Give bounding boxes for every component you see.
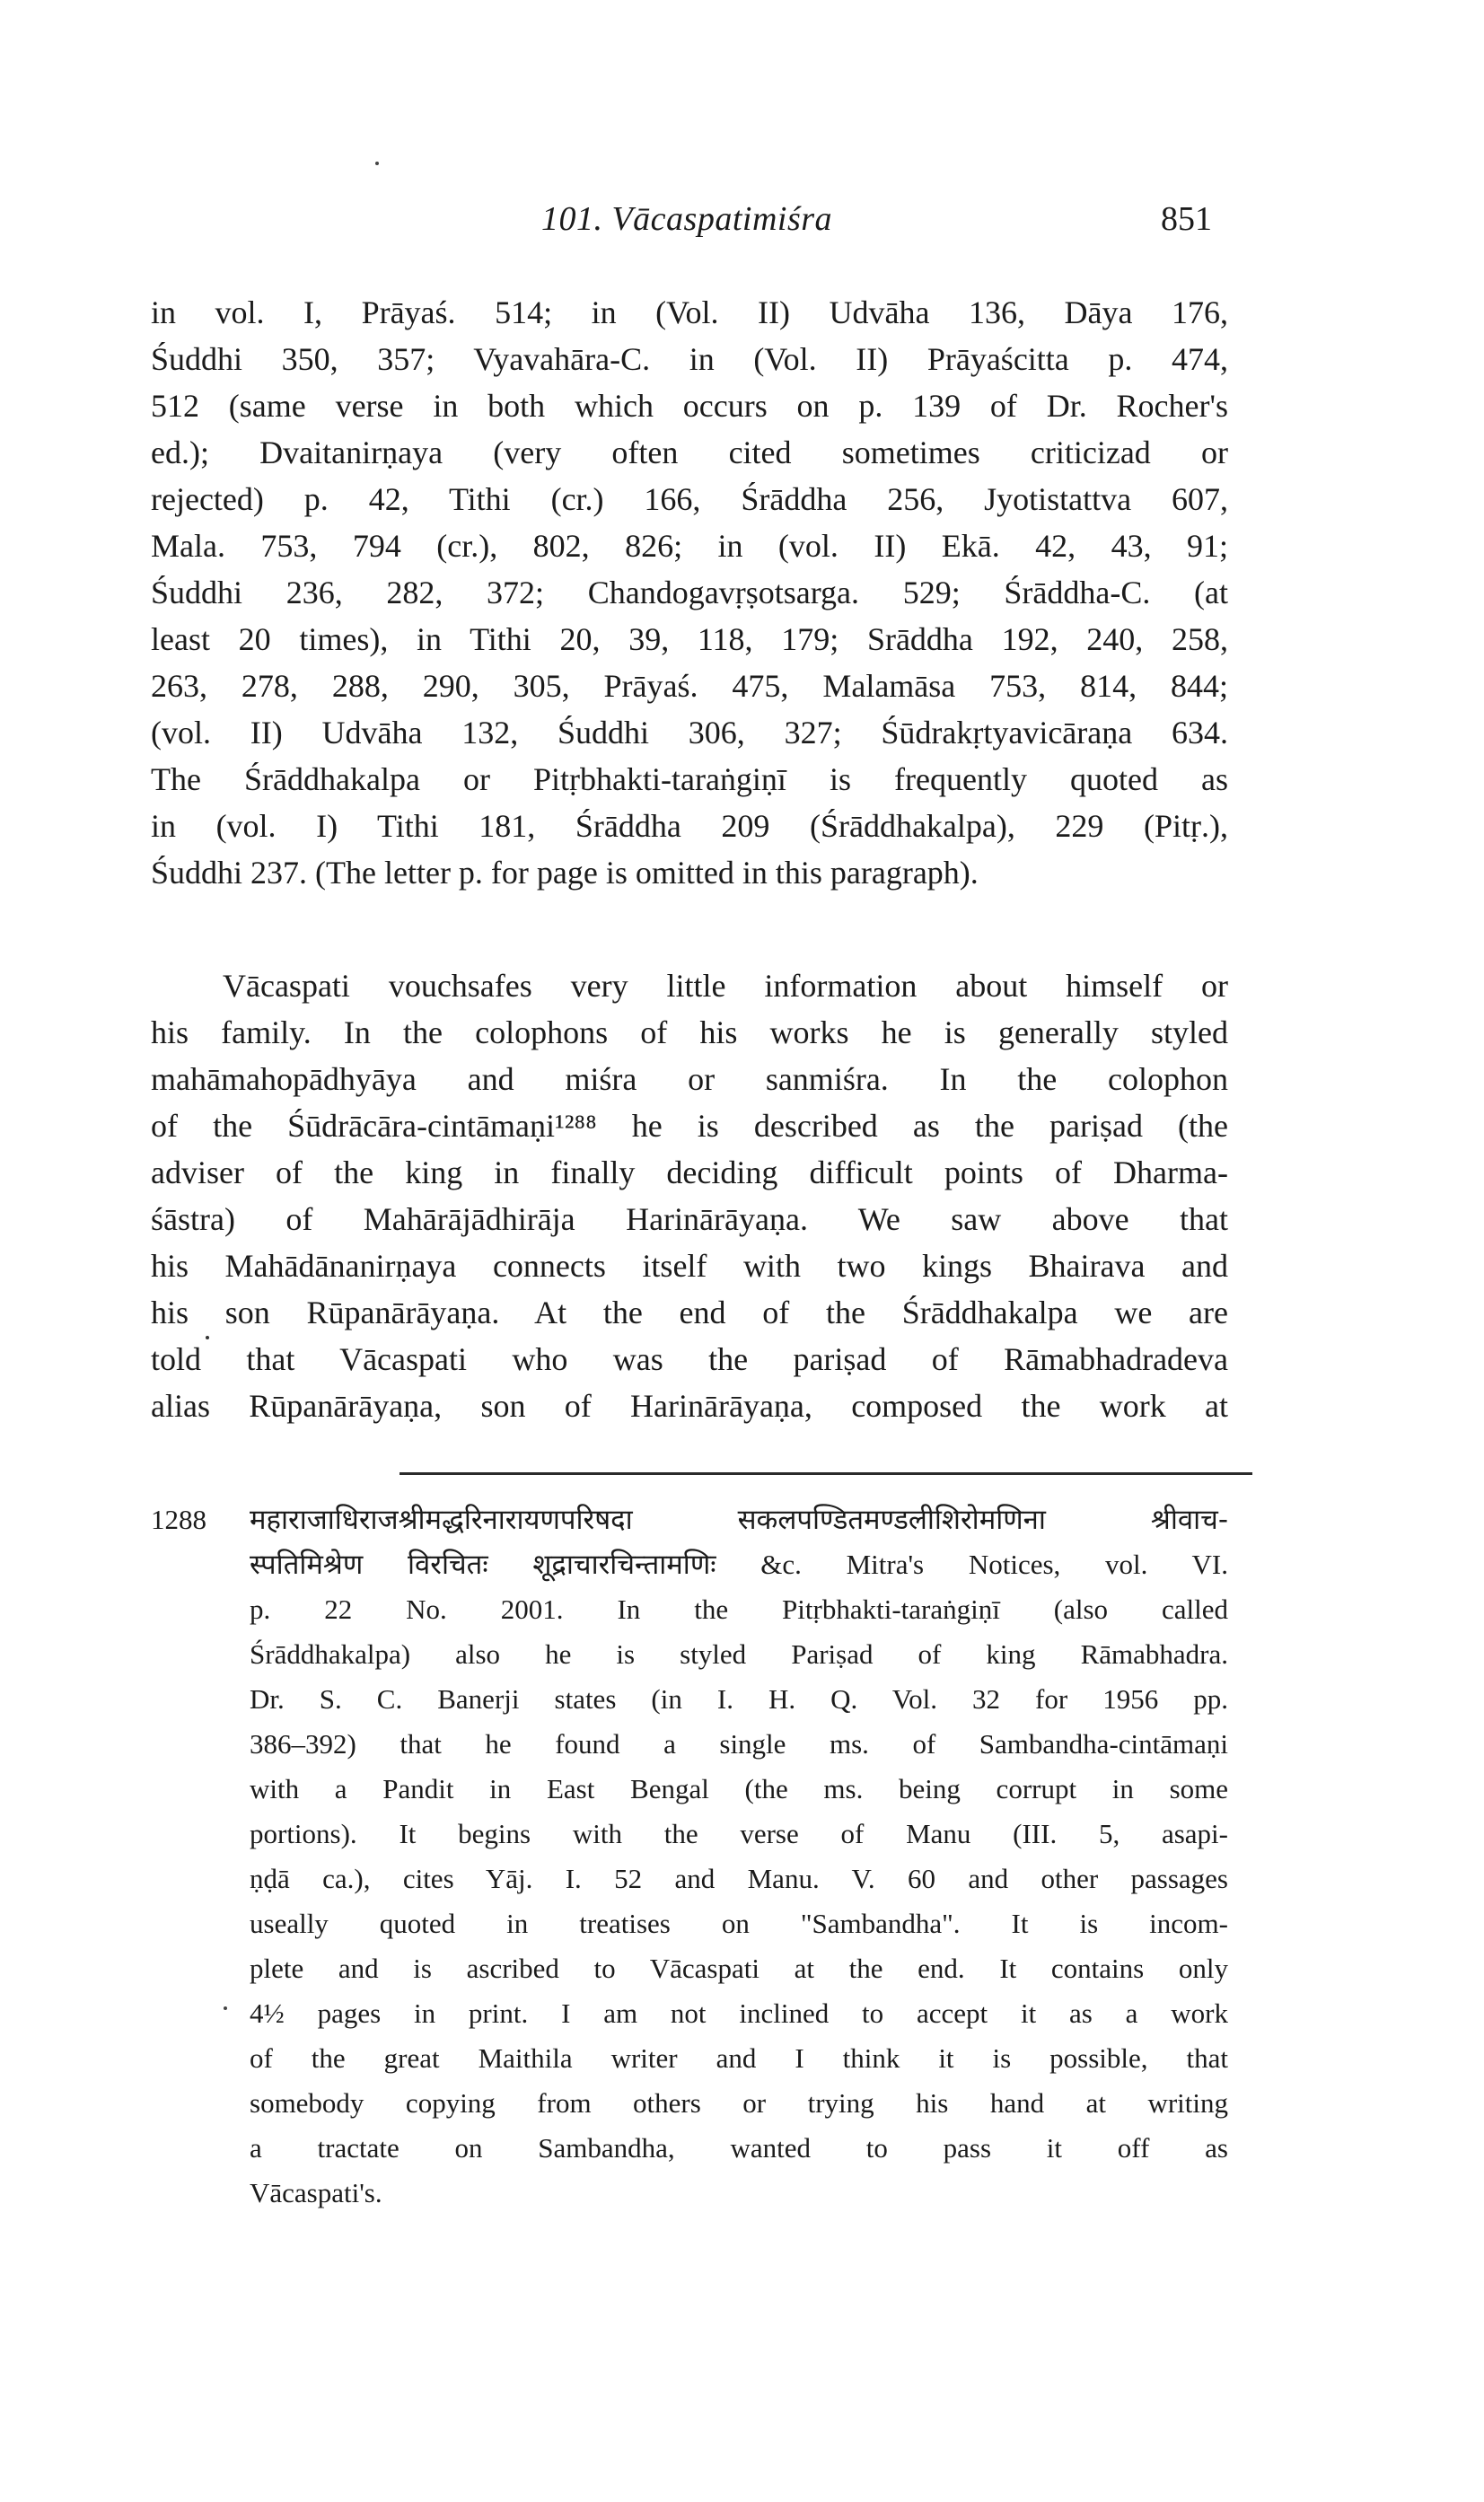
text-line: his family. In the colophons of his works he is generally styled bbox=[151, 1014, 1228, 1050]
printing-speck bbox=[224, 2006, 227, 2010]
text-line: Śuddhi 237. (The letter p. for page is omitted in this paragraph). bbox=[151, 855, 979, 891]
footnote-line-devanagari: महाराजाधिराजश्रीमद्धरिनारायणपरिषदा सकलपण्डितमण्डलीशिरोमणिना श्रीवाच- bbox=[250, 1504, 1228, 1536]
footnote-line: with a Pandit in East Bengal (the ms. being corrupt in some bbox=[250, 1773, 1228, 1804]
text-line: mahāmahopādhyāya and miśra or sanmiśra. In the colophon bbox=[151, 1061, 1228, 1097]
printing-speck bbox=[375, 162, 379, 165]
text-line: in (vol. I) Tithi 181, Śrāddha 209 (Śrāddhakalpa), 229 (Pitṛ.), bbox=[151, 808, 1228, 844]
printing-speck bbox=[206, 1336, 209, 1339]
text-line: of the Śūdrācāra-cintāmaṇi¹²⁸⁸ he is described as the pariṣad (the bbox=[151, 1108, 1228, 1144]
paragraph-vacaspati bbox=[151, 962, 1228, 1429]
footnote-line: somebody copying from others or trying his hand at writing bbox=[250, 2087, 1228, 2119]
footnote-line: a tractate on Sambandha, wanted to pass it off as bbox=[250, 2132, 1228, 2164]
footnote-line: portions). It begins with the verse of Manu (III. 5, asapi- bbox=[250, 1818, 1228, 1849]
page-number: 851 bbox=[1161, 200, 1212, 238]
running-header bbox=[162, 199, 1212, 253]
footnote-line: Śrāddhakalpa) also he is styled Pariṣad of king Rāmabhadra. bbox=[250, 1638, 1228, 1670]
footnote-line: ṇḍā ca.), cites Yāj. I. 52 and Manu. V. 60 and other passages bbox=[250, 1863, 1228, 1894]
footnote-line: स्पतिमिश्रेण विरचितः शूद्राचारचिन्तामणिः &c. Mitra's Notices, vol. VI. bbox=[250, 1549, 1228, 1580]
footnote-line: p. 22 No. 2001. In the Pitṛbhakti-taraṅgiṇī (also called bbox=[250, 1593, 1228, 1625]
footnote-line: 386–392) that he found a single ms. of Sambandha-cintāmaṇi bbox=[250, 1728, 1228, 1760]
footnote-rule bbox=[400, 1472, 1252, 1475]
footnote-line: useally quoted in treatises on "Sambandha". It is incom- bbox=[250, 1908, 1228, 1939]
footnote-body bbox=[250, 1497, 1228, 2216]
footnote-line: Vācaspati's. bbox=[250, 2177, 382, 2208]
footnote-line: Dr. S. C. Banerji states (in I. H. Q. Vol. 32 for 1956 pp. bbox=[250, 1683, 1228, 1715]
footnote-line: of the great Maithila writer and I think it is possible, that bbox=[250, 2042, 1228, 2074]
text-line: adviser of the king in finally deciding difficult points of Dharma- bbox=[151, 1154, 1228, 1190]
footnote-number: 1288 bbox=[151, 1504, 206, 1535]
text-line: Śuddhi 350, 357; Vyavahāra-C. in (Vol. II) Prāyaścitta p. 474, bbox=[151, 341, 1228, 377]
text-line: (vol. II) Udvāha 132, Śuddhi 306, 327; Śūdrakṛtyavicāraṇa 634. bbox=[151, 715, 1228, 751]
text-line: alias Rūpanārāyaṇa, son of Harinārāyaṇa, composed the work at bbox=[151, 1388, 1228, 1424]
footnote-line: 4½ pages in print. I am not inclined to accept it as a work bbox=[250, 1997, 1228, 2029]
text-line: rejected) p. 42, Tithi (cr.) 166, Śrāddha 256, Jyotistattva 607, bbox=[151, 481, 1228, 517]
text-line: in vol. I, Prāyaś. 514; in (Vol. II) Udvāha 136, Dāya 176, bbox=[151, 294, 1228, 330]
text-line: Mala. 753, 794 (cr.), 802, 826; in (vol. II) Ekā. 42, 43, 91; bbox=[151, 528, 1228, 564]
text-line: śāstra) of Mahārājādhirāja Harinārāyaṇa. We saw above that bbox=[151, 1201, 1228, 1237]
footnote-line: plete and is ascribed to Vācaspati at the end. It contains only bbox=[250, 1953, 1228, 1984]
text-line: told that Vācaspati who was the pariṣad of Rāmabhadradeva bbox=[151, 1341, 1228, 1377]
text-line: The Śrāddhakalpa or Pitṛbhakti-taraṅgiṇī is frequently quoted as bbox=[151, 761, 1228, 797]
text-line: Vācaspati vouchsafes very little information about himself or bbox=[223, 968, 1228, 1004]
text-line: his Mahādānanirṇaya connects itself with two kings Bhairava and bbox=[151, 1248, 1228, 1284]
text-line: Śuddhi 236, 282, 372; Chandogavṛṣotsarga. 529; Śrāddha-C. (at bbox=[151, 575, 1228, 610]
text-line: ed.); Dvaitanirṇaya (very often cited sometimes criticizad or bbox=[151, 435, 1228, 470]
text-line: his son Rūpanārāyaṇa. At the end of the Śrāddhakalpa we are bbox=[151, 1295, 1228, 1330]
paragraph-references bbox=[151, 289, 1228, 896]
text-line: least 20 times), in Tithi 20, 39, 118, 179; Srāddha 192, 240, 258, bbox=[151, 621, 1228, 657]
running-title: 101. Vācaspatimiśra bbox=[540, 200, 833, 238]
text-line: 263, 278, 288, 290, 305, Prāyaś. 475, Malamāsa 753, 814, 844; bbox=[151, 668, 1228, 704]
text-line: 512 (same verse in both which occurs on p. 139 of Dr. Rocher's bbox=[151, 388, 1228, 424]
